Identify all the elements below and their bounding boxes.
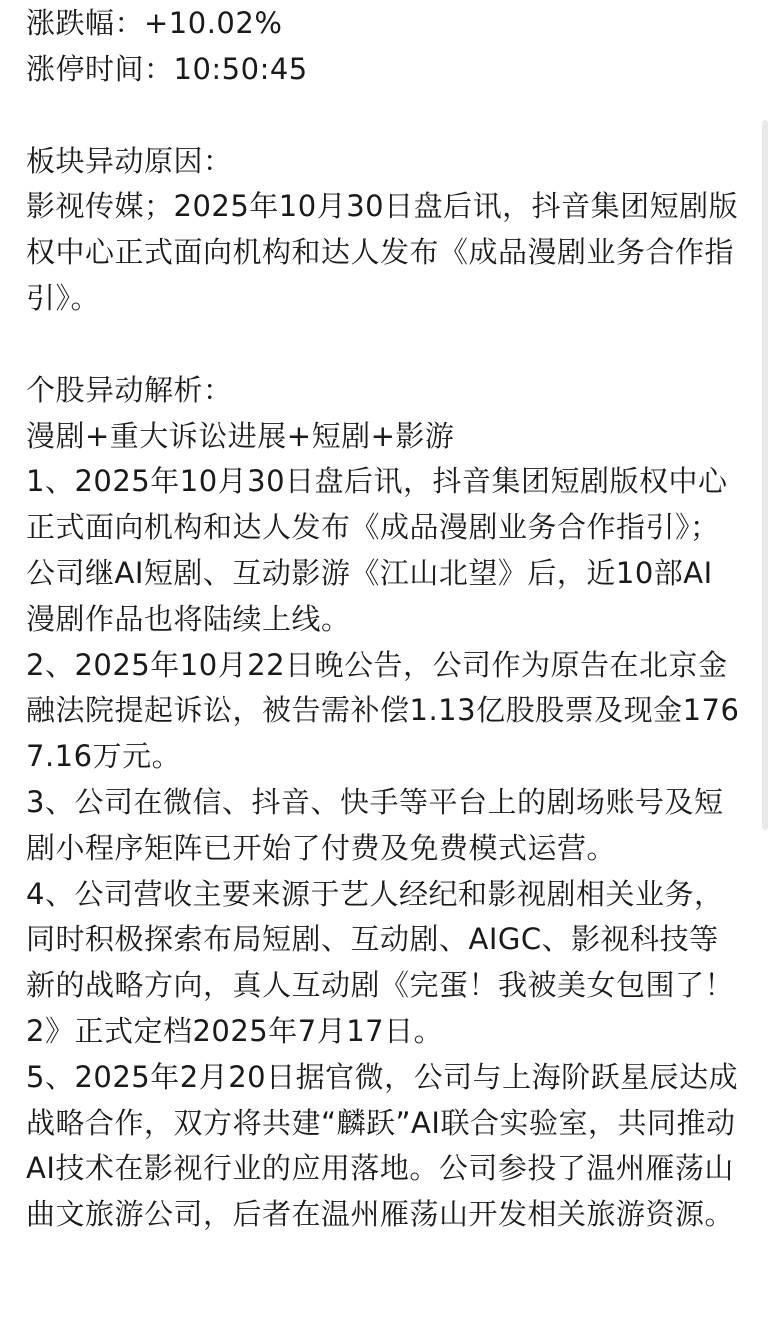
analysis-point-2: 2、2025年10月22日晚公告，公司作为原告在北京金融法院提起诉讼，被告需补偿1.13亿股股票及现金1767.16万元。 — [26, 647, 740, 774]
analysis-point-1: 1、2025年10月30日盘后讯，抖音集团短剧版权中心正式面向机构和达人发布《成品漫剧业务合作指引》；公司继AI短剧、互动影游《江山北望》后，近10部AI漫剧作品也将陆续上线。 — [26, 464, 728, 636]
analysis-point-5: 5、2025年2月20日据官微，公司与上海阶跃星辰达成战略合作，双方将共建“麟跃”AI联合实验室，共同推动AI技术在影视行业的应用落地。公司参投了温州雁荡山曲文旅游公司，后者在温州雁荡山开发相关旅游资源。 — [26, 1059, 739, 1232]
limit-up-time-line: 涨停时间：10:50:45 — [26, 52, 308, 86]
change-percent-line: 涨跌幅：+10.02% — [26, 6, 283, 40]
sector-reason-body: 影视传媒；2025年10月30日盘后讯，抖音集团短剧版权中心正式面向机构和达人发布《成品漫剧业务合作指引》。 — [26, 189, 739, 315]
analysis-point-4: 4、公司营收主要来源于艺人经纪和影视剧相关业务，同时积极探索布局短剧、互动剧、AIGC、影视科技等新的战略方向，真人互动剧《完蛋！我被美女包围了！2》正式定档2025年7月17日。 — [26, 876, 735, 1048]
section-gap — [26, 92, 746, 138]
analysis-point-3: 3、公司在微信、抖音、快手等平台上的剧场账号及短剧小程序矩阵已开始了付费及免费模式运营。 — [26, 784, 724, 865]
article-content — [26, 0, 746, 1238]
scrollbar[interactable] — [762, 120, 768, 830]
stock-tags: 漫剧+重大诉讼进展+短剧+影游 — [26, 419, 455, 454]
sector-reason-title: 板块异动原因： — [26, 144, 233, 178]
section-gap — [26, 321, 746, 367]
stock-analysis-title: 个股异动解析： — [26, 373, 233, 408]
